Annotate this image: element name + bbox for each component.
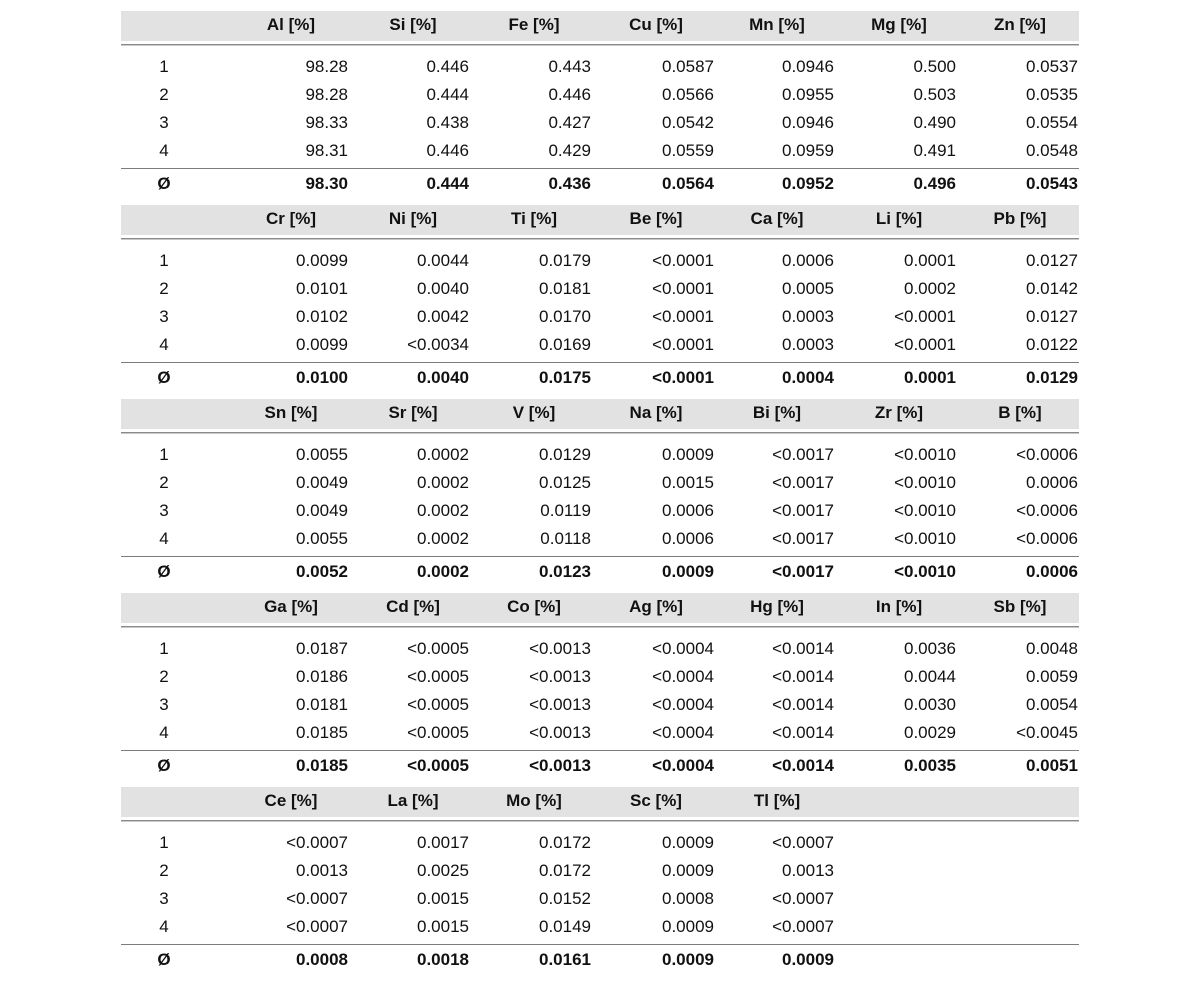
table-cell: 0.500 [913, 57, 956, 76]
row-number: 3 [159, 501, 169, 520]
table-cell: 0.446 [548, 85, 591, 104]
table-cell: <0.0006 [1016, 501, 1078, 520]
column-header: In [%] [875, 597, 923, 616]
table-cell: 0.0006 [782, 251, 834, 270]
column-header: Fe [%] [508, 15, 560, 34]
table-header-row [121, 593, 1079, 623]
table-cell: 0.503 [913, 85, 956, 104]
table-cell: <0.0013 [529, 723, 591, 742]
table-cell: 0.0002 [417, 529, 469, 548]
row-number: 2 [159, 667, 169, 686]
table-cell: 0.0036 [904, 639, 956, 658]
table-row [121, 913, 1079, 941]
table-cell: 0.0009 [662, 833, 714, 852]
average-cell: 98.30 [305, 174, 348, 193]
header-divider-shadow [121, 433, 1079, 434]
table-cell: <0.0001 [652, 335, 714, 354]
average-cell: 0.0175 [539, 368, 591, 387]
column-header: Ce [%] [264, 791, 318, 810]
column-header: Na [%] [629, 403, 683, 422]
table-cell: 0.0009 [662, 861, 714, 880]
element-composition-tables [121, 11, 1079, 977]
average-cell: 0.0001 [904, 368, 956, 387]
column-header: Sr [%] [388, 403, 438, 422]
table-cell: <0.0010 [894, 473, 956, 492]
column-header: Sn [%] [264, 403, 318, 422]
table-cell: <0.0004 [652, 639, 714, 658]
table-cell: 0.0006 [662, 501, 714, 520]
table-cell: 0.0149 [539, 917, 591, 936]
row-number: 4 [159, 529, 169, 548]
table-cell: 0.0959 [782, 141, 834, 160]
table-row [121, 719, 1079, 747]
table-row [121, 81, 1079, 109]
table-cell: <0.0005 [407, 723, 469, 742]
average-symbol: Ø [157, 368, 171, 387]
table-cell: 0.0152 [539, 889, 591, 908]
average-cell: 0.0002 [417, 562, 469, 581]
row-number: 1 [159, 251, 169, 270]
average-symbol: Ø [157, 756, 171, 775]
table-cell: 0.0054 [1026, 695, 1078, 714]
table-cell: 0.0127 [1026, 251, 1078, 270]
table-cell: 0.0029 [904, 723, 956, 742]
table-cell: 0.0185 [296, 723, 348, 742]
table-cell: 0.490 [913, 113, 956, 132]
composition-table-2 [121, 205, 1079, 399]
column-header: Hg [%] [750, 597, 804, 616]
table-cell: 0.0015 [662, 473, 714, 492]
column-header: Al [%] [266, 15, 316, 34]
row-number: 3 [159, 113, 169, 132]
table-row [121, 303, 1079, 331]
composition-table-3 [121, 399, 1079, 593]
composition-table-5 [121, 787, 1079, 977]
average-cell: 0.0543 [1026, 174, 1078, 193]
average-cell: <0.0005 [407, 756, 469, 775]
table-row [121, 525, 1079, 553]
column-header: Cu [%] [629, 15, 683, 34]
row-number: 4 [159, 335, 169, 354]
average-divider [121, 362, 1079, 363]
table-row [121, 109, 1079, 137]
table-cell: 0.491 [913, 141, 956, 160]
column-header: Mg [%] [871, 15, 927, 34]
average-row [121, 558, 1079, 586]
table-row [121, 663, 1079, 691]
average-cell: 0.0035 [904, 756, 956, 775]
table-cell: 0.0127 [1026, 307, 1078, 326]
table-cell: 0.0059 [1026, 667, 1078, 686]
table-row [121, 885, 1079, 913]
table-row [121, 857, 1079, 885]
column-header: Sb [%] [993, 597, 1047, 616]
table-cell: 0.0535 [1026, 85, 1078, 104]
column-header: Mn [%] [749, 15, 805, 34]
table-cell: 0.0118 [540, 529, 591, 548]
average-cell: <0.0017 [772, 562, 834, 581]
table-row [121, 275, 1079, 303]
table-cell: 0.446 [426, 141, 469, 160]
table-row [121, 441, 1079, 469]
column-header: Ag [%] [629, 597, 683, 616]
table-cell: <0.0007 [772, 917, 834, 936]
average-cell: <0.0001 [652, 368, 714, 387]
composition-table-4 [121, 593, 1079, 787]
average-cell: 0.0009 [662, 950, 714, 969]
column-header: Co [%] [507, 597, 561, 616]
table-cell: <0.0045 [1016, 723, 1078, 742]
composition-table-1 [121, 11, 1079, 205]
table-cell: 0.438 [426, 113, 469, 132]
table-cell: 0.0006 [662, 529, 714, 548]
column-header: Li [%] [875, 209, 923, 228]
table-cell: <0.0001 [652, 279, 714, 298]
table-cell: <0.0007 [286, 889, 348, 908]
average-cell: 0.0008 [296, 950, 348, 969]
table-cell: 0.427 [548, 113, 591, 132]
column-header: Zn [%] [994, 15, 1046, 34]
table-cell: 0.429 [548, 141, 591, 160]
table-cell: <0.0005 [407, 695, 469, 714]
table-cell: <0.0007 [772, 833, 834, 852]
column-header: Be [%] [629, 209, 683, 228]
row-number: 2 [159, 861, 169, 880]
table-cell: 0.0125 [539, 473, 591, 492]
row-number: 3 [159, 889, 169, 908]
table-cell: 0.0008 [662, 889, 714, 908]
table-cell: 0.0169 [539, 335, 591, 354]
table-cell: 0.0559 [662, 141, 714, 160]
average-cell: 0.0009 [662, 562, 714, 581]
column-header: Ni [%] [388, 209, 438, 228]
average-cell: 0.0051 [1026, 756, 1078, 775]
table-cell: 0.0187 [296, 639, 348, 658]
average-cell: 0.444 [426, 174, 469, 193]
average-cell: <0.0004 [652, 756, 714, 775]
average-divider [121, 168, 1079, 169]
table-cell: 0.0002 [904, 279, 956, 298]
table-cell: <0.0017 [772, 529, 834, 548]
table-cell: 0.0101 [296, 279, 348, 298]
column-header: Pb [%] [993, 209, 1047, 228]
table-cell: 0.0170 [539, 307, 591, 326]
table-cell: <0.0017 [772, 473, 834, 492]
table-cell: 0.0142 [1026, 279, 1078, 298]
row-number: 1 [159, 57, 169, 76]
average-cell: 0.496 [913, 174, 956, 193]
table-cell: 98.28 [305, 85, 348, 104]
column-header: Ca [%] [750, 209, 804, 228]
table-cell: 0.0946 [782, 57, 834, 76]
average-cell: 0.0564 [662, 174, 714, 193]
table-row [121, 469, 1079, 497]
table-cell: 0.0055 [296, 445, 348, 464]
table-cell: 0.0048 [1026, 639, 1078, 658]
table-header-row [121, 205, 1079, 235]
average-cell: 0.0018 [417, 950, 469, 969]
average-row [121, 946, 1079, 974]
column-header: Sc [%] [630, 791, 682, 810]
average-divider [121, 944, 1079, 945]
average-cell: 0.0952 [782, 174, 834, 193]
table-cell: 0.0003 [782, 307, 834, 326]
table-cell: 0.0044 [904, 667, 956, 686]
average-symbol: Ø [157, 950, 171, 969]
average-cell: 0.0129 [1026, 368, 1078, 387]
table-cell: <0.0014 [772, 723, 834, 742]
table-row [121, 497, 1079, 525]
header-divider-shadow [121, 821, 1079, 822]
table-header-row [121, 787, 1079, 817]
table-cell: 0.0002 [417, 501, 469, 520]
table-cell: 0.0186 [296, 667, 348, 686]
table-cell: <0.0013 [529, 639, 591, 658]
table-cell: <0.0017 [772, 445, 834, 464]
row-number: 4 [159, 917, 169, 936]
column-header: Si [%] [389, 15, 437, 34]
average-cell: 0.0185 [296, 756, 348, 775]
table-cell: 98.28 [305, 57, 348, 76]
table-cell: 0.0002 [417, 445, 469, 464]
row-number: 4 [159, 141, 169, 160]
table-cell: 0.0025 [417, 861, 469, 880]
column-header: Tl [%] [753, 791, 801, 810]
table-cell: 0.0044 [417, 251, 469, 270]
header-divider-shadow [121, 239, 1079, 240]
table-cell: <0.0001 [894, 335, 956, 354]
table-row [121, 247, 1079, 275]
column-header: V [%] [512, 403, 556, 422]
table-cell: 0.0099 [296, 335, 348, 354]
table-cell: 0.443 [548, 57, 591, 76]
table-cell: <0.0014 [772, 639, 834, 658]
table-cell: 0.0566 [662, 85, 714, 104]
table-cell: <0.0004 [652, 667, 714, 686]
table-cell: <0.0007 [286, 833, 348, 852]
average-cell: <0.0014 [772, 756, 834, 775]
column-header: Mo [%] [506, 791, 562, 810]
table-cell: 0.446 [426, 57, 469, 76]
row-number: 1 [159, 639, 169, 658]
table-cell: <0.0034 [407, 335, 469, 354]
table-cell: 0.0181 [296, 695, 348, 714]
table-cell: 0.0005 [782, 279, 834, 298]
table-row [121, 53, 1079, 81]
table-cell: <0.0014 [772, 695, 834, 714]
table-cell: 0.0013 [782, 861, 834, 880]
table-cell: 0.0172 [539, 833, 591, 852]
table-cell: <0.0007 [772, 889, 834, 908]
table-cell: 0.0030 [904, 695, 956, 714]
table-cell: 0.0009 [662, 445, 714, 464]
table-cell: <0.0010 [894, 445, 956, 464]
column-header: Cr [%] [265, 209, 317, 228]
table-cell: 0.0181 [539, 279, 591, 298]
table-cell: 0.0049 [296, 473, 348, 492]
table-cell: 0.0003 [782, 335, 834, 354]
table-cell: 0.0554 [1026, 113, 1078, 132]
average-cell: <0.0013 [529, 756, 591, 775]
table-cell: <0.0005 [407, 639, 469, 658]
average-divider [121, 750, 1079, 751]
table-cell: <0.0001 [894, 307, 956, 326]
table-cell: <0.0014 [772, 667, 834, 686]
row-number: 1 [159, 833, 169, 852]
table-cell: 0.0006 [1026, 473, 1078, 492]
table-cell: 0.0001 [904, 251, 956, 270]
table-row [121, 137, 1079, 165]
table-cell: <0.0006 [1016, 529, 1078, 548]
table-cell: <0.0007 [286, 917, 348, 936]
column-header: B [%] [998, 403, 1042, 422]
header-divider-shadow [121, 45, 1079, 46]
table-header-row [121, 11, 1079, 41]
table-cell: 0.0122 [1026, 335, 1078, 354]
table-row [121, 635, 1079, 663]
table-cell: 0.0015 [417, 889, 469, 908]
average-cell: 0.0009 [782, 950, 834, 969]
average-symbol: Ø [157, 562, 171, 581]
table-cell: <0.0010 [894, 501, 956, 520]
average-cell: 0.0040 [417, 368, 469, 387]
table-row [121, 331, 1079, 359]
average-cell: 0.0006 [1026, 562, 1078, 581]
table-cell: 0.0049 [296, 501, 348, 520]
average-cell: 0.436 [548, 174, 591, 193]
table-cell: <0.0004 [652, 695, 714, 714]
average-cell: 0.0052 [296, 562, 348, 581]
table-cell: 0.0055 [296, 529, 348, 548]
average-row [121, 752, 1079, 780]
average-cell: 0.0123 [539, 562, 591, 581]
table-cell: 0.0946 [782, 113, 834, 132]
table-cell: <0.0001 [652, 251, 714, 270]
column-header: Ti [%] [511, 209, 557, 228]
average-cell: <0.0010 [894, 562, 956, 581]
average-symbol: Ø [157, 174, 171, 193]
average-cell: 0.0161 [539, 950, 591, 969]
header-divider-shadow [121, 627, 1079, 628]
table-header-row [121, 399, 1079, 429]
column-header: Bi [%] [752, 403, 802, 422]
average-row [121, 364, 1079, 392]
table-cell: 0.0119 [540, 501, 591, 520]
table-cell: 0.0015 [417, 917, 469, 936]
table-cell: 0.0587 [662, 57, 714, 76]
table-cell: 0.444 [426, 85, 469, 104]
table-row [121, 829, 1079, 857]
row-number: 1 [159, 445, 169, 464]
column-header: Ga [%] [264, 597, 318, 616]
table-cell: <0.0006 [1016, 445, 1078, 464]
table-cell: 98.31 [305, 141, 348, 160]
table-cell: 0.0548 [1026, 141, 1078, 160]
table-cell: <0.0013 [529, 695, 591, 714]
column-header: La [%] [387, 791, 439, 810]
row-number: 3 [159, 307, 169, 326]
table-cell: <0.0001 [652, 307, 714, 326]
table-cell: 0.0042 [417, 307, 469, 326]
table-cell: 0.0102 [296, 307, 348, 326]
table-cell: 0.0542 [662, 113, 714, 132]
table-cell: 0.0099 [296, 251, 348, 270]
table-cell: <0.0010 [894, 529, 956, 548]
table-cell: <0.0004 [652, 723, 714, 742]
table-cell: <0.0017 [772, 501, 834, 520]
table-cell: 0.0172 [539, 861, 591, 880]
table-cell: 0.0040 [417, 279, 469, 298]
table-cell: 0.0013 [296, 861, 348, 880]
table-row [121, 691, 1079, 719]
table-cell: <0.0013 [529, 667, 591, 686]
column-header: Cd [%] [386, 597, 440, 616]
table-cell: <0.0005 [407, 667, 469, 686]
column-header: Zr [%] [874, 403, 924, 422]
average-cell: 0.0100 [296, 368, 348, 387]
table-cell: 0.0002 [417, 473, 469, 492]
row-number: 2 [159, 473, 169, 492]
average-row [121, 170, 1079, 198]
table-cell: 0.0009 [662, 917, 714, 936]
table-cell: 0.0179 [539, 251, 591, 270]
table-cell: 0.0017 [417, 833, 469, 852]
average-cell: 0.0004 [782, 368, 834, 387]
table-cell: 0.0537 [1026, 57, 1078, 76]
table-cell: 98.33 [305, 113, 348, 132]
average-divider [121, 556, 1079, 557]
row-number: 4 [159, 723, 169, 742]
row-number: 2 [159, 279, 169, 298]
table-cell: 0.0955 [782, 85, 834, 104]
row-number: 3 [159, 695, 169, 714]
table-cell: 0.0129 [539, 445, 591, 464]
row-number: 2 [159, 85, 169, 104]
